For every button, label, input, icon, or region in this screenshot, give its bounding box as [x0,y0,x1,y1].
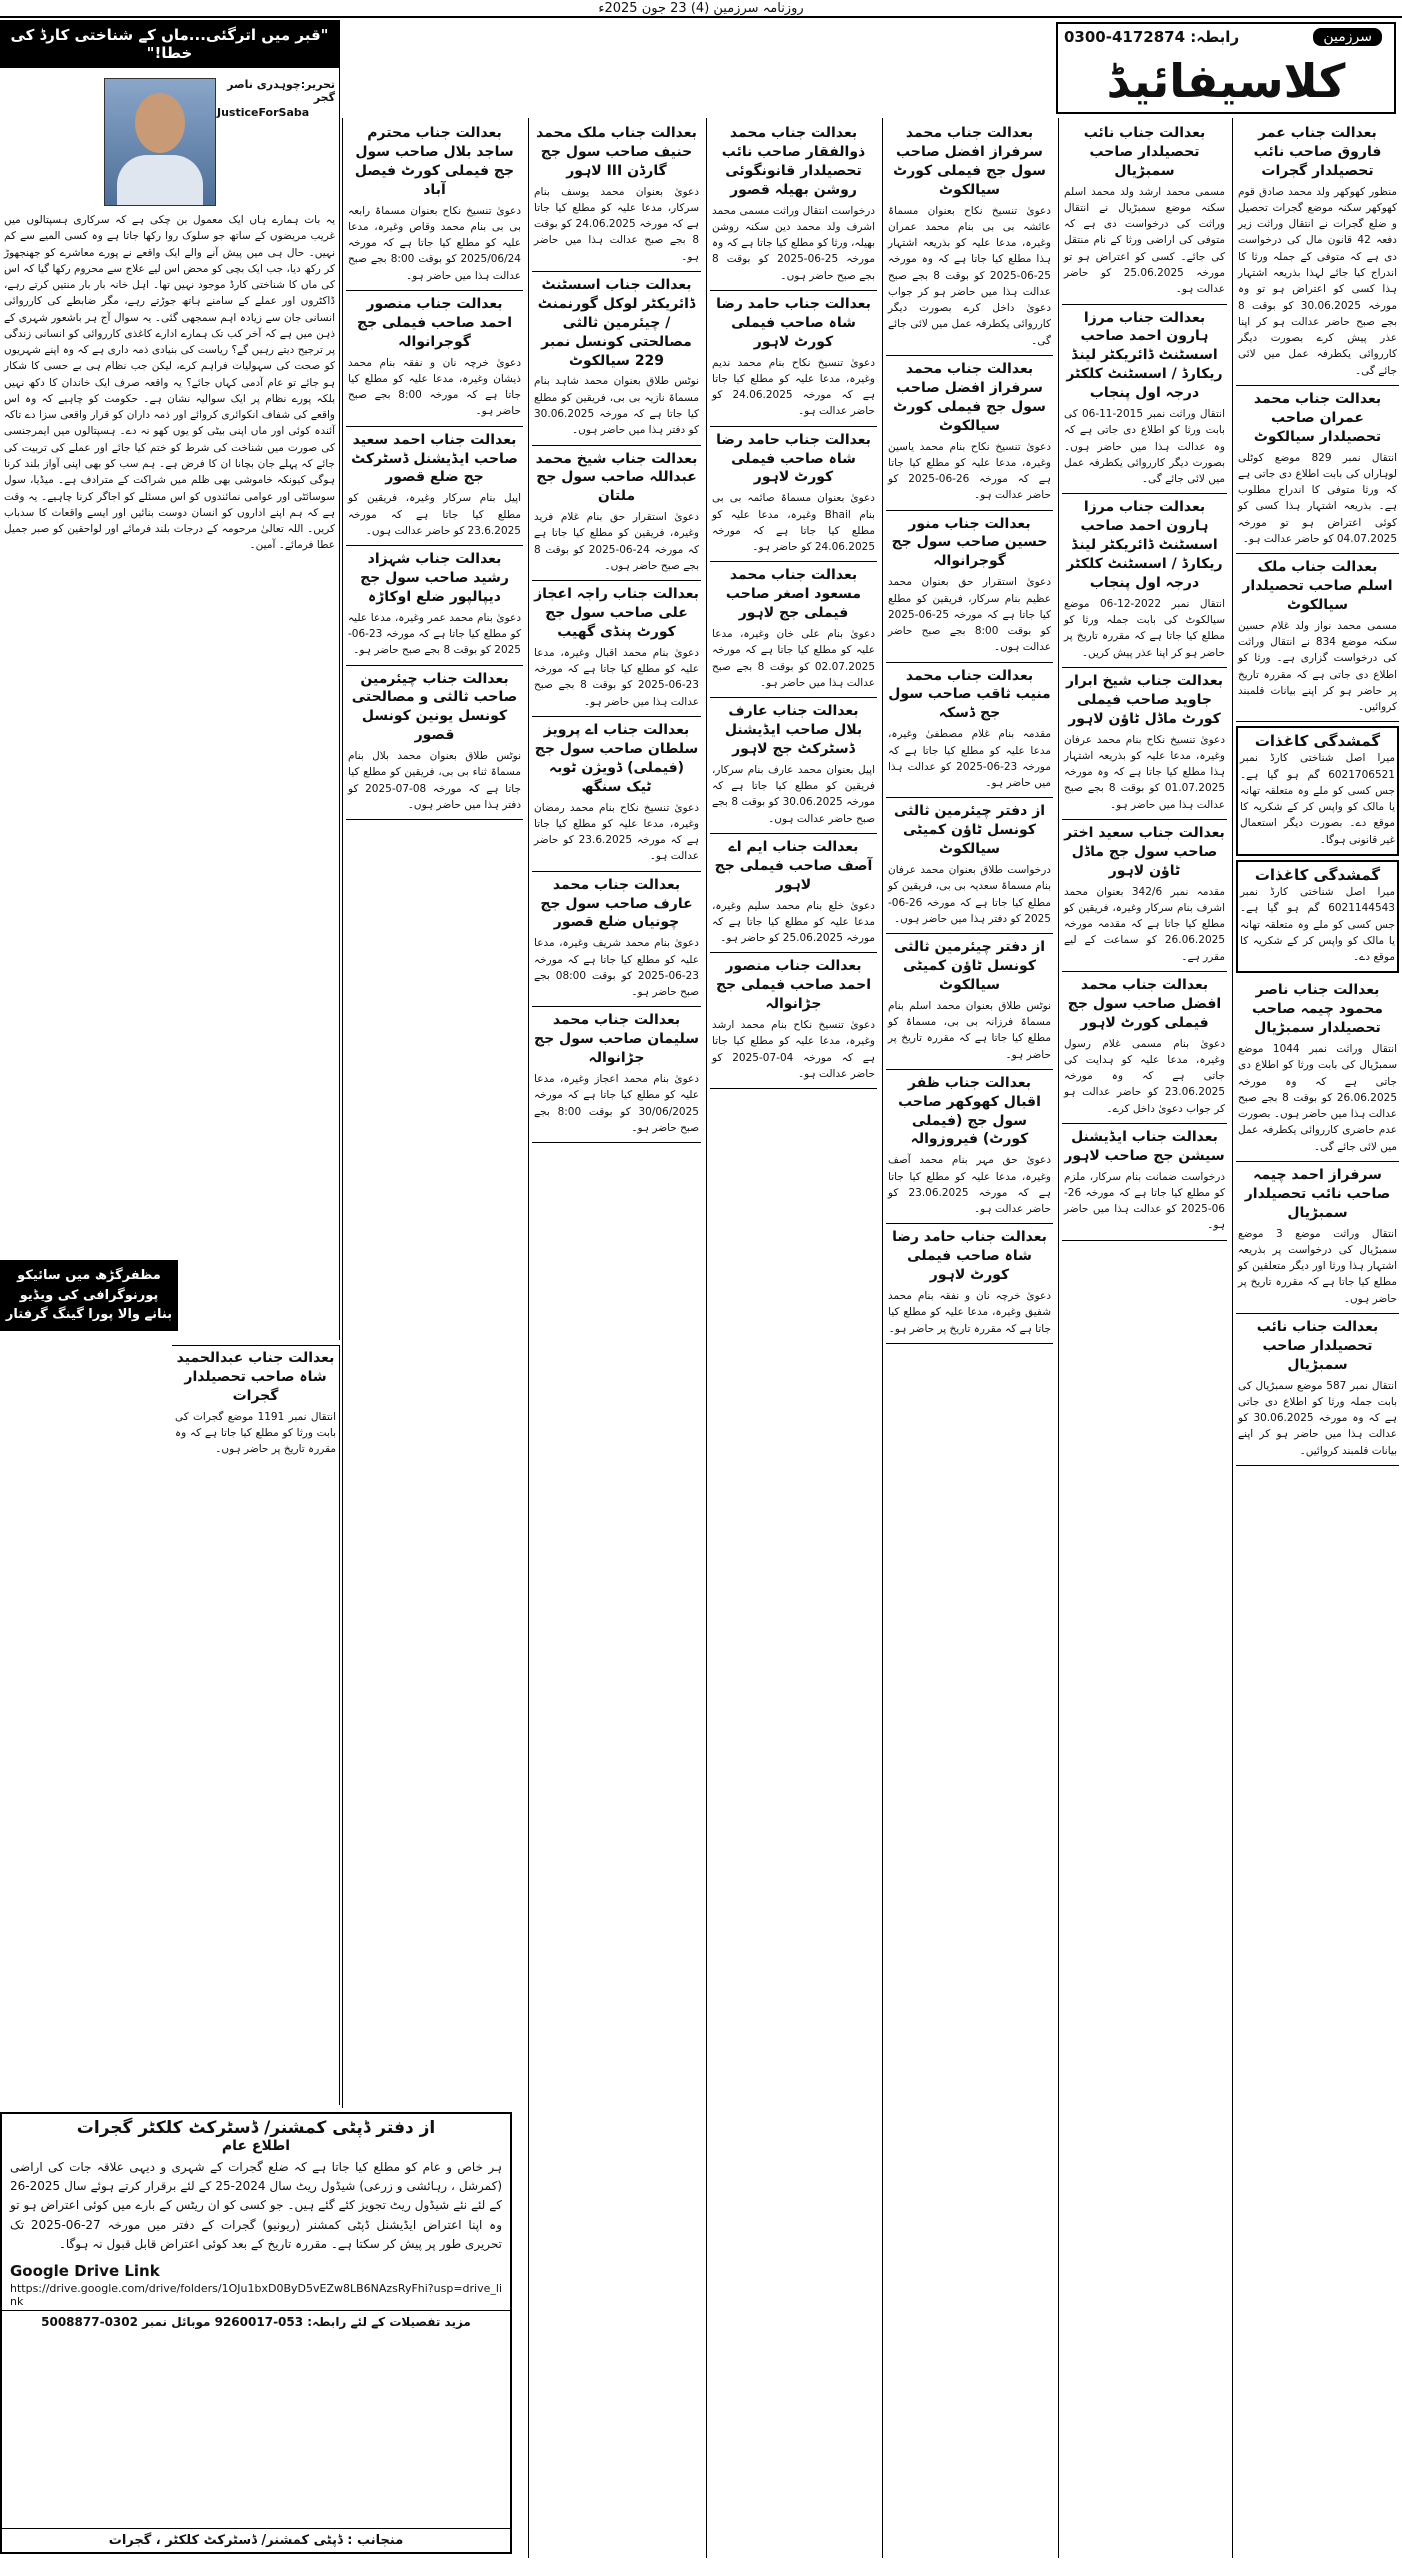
lower-left-ad: بعدالت جناب عبدالحمید شاہ صاحب تحصیلدار گجرات انتقال نمبر 1191 موضع گجرات کی بابت ورثا کو مطلع کیا جاتا ہے کہ وہ مقررہ تاریخ پر حاضر ہوں۔ [172,1345,340,2105]
col4-ad-1: بعدالت جناب محمد ذوالفقار صاحب نائب تحصیلدار قانونگوئی روشن بھیلہ قصور درخواست انتقال وراثت مسمی محمد اشرف ولد محمد دین سکنہ روشن بھیلہ، ورثا کو مطلع کیا جاتا ہے کہ وہ مورخہ 25-06-2025 کو بوقت 8 بجے صبح حاضر ہوں۔ [710,120,877,291]
classified-masthead [1056,22,1396,114]
classified-column-4 [706,118,880,2558]
col2-ad-1: بعدالت جناب نائب تحصیلدار صاحب سمبڑیال مسمی محمد ارشد ولد محمد اسلم سکنہ موضع سمبڑیال نے انتقال وراثت کی درخواست دی ہے کہ متوفی کی اراضی ورثا کے نام منتقل کی جائے۔ کسی کو اعتراض ہو تو مورخہ 25.06.2025 کو حاضر عدالت ہو۔ [1062,120,1227,305]
classified-column-1 [1232,118,1402,2558]
col2-ad-2: بعدالت جناب مرزا ہارون احمد صاحب اسسٹنٹ ڈائریکٹر لینڈ ریکارڈ / اسسٹنٹ کلکٹر درجہ اول پنجاب انتقال وراثت نمبر 2015-11-06 کی بابت ورثا کو اطلاع دی جاتی ہے کہ وہ عدالت ہذا میں حاضر ہوں۔ بصورت دیگر کارروائی یکطرفہ عمل میں لائی جائے گی۔ [1062,305,1227,495]
col4-ad-4: بعدالت جناب محمد مسعود اصغر صاحب فیملی جج لاہور دعویٰ بنام علی خان وغیرہ، مدعا علیہ کو مطلع کیا جاتا ہے کہ مورخہ 02.07.2025 کو بوقت 8 بجے صبح عدالت ہذا میں حاضر ہو۔ [710,562,877,698]
opinion-column [0,20,340,1340]
classified-column-6 [342,118,526,2108]
col1-ad-8: بعدالت جناب نائب تحصیلدار صاحب سمبڑیال انتقال نمبر 587 موضع سمبڑیال کی بابت جملہ ورثا کو اطلاع دی جاتی ہے کہ وہ مورخہ 30.06.2025 کو عدالت ہذا میں حاضر ہو کر اپنے بیانات قلمبند کروائیں۔ [1236,1314,1399,1466]
lost-document-ad-1: گمشدگی کاغذات میرا اصل شناختی کارڈ نمبر 6021706521 گم ہو گیا ہے۔ جس کسی کو ملے وہ متعلقہ تھانہ یا مالک کو واپس کر کے شکریہ کا موقع دے۔ بصورت دیگر استعمال غیر قانونی ہوگا۔ [1236,726,1399,856]
col3-ad-7: بعدالت جناب ظفر اقبال کھوکھر صاحب سول جج (فیملی کورٹ) فیروزوالہ دعویٰ حق مہر بنام محمد آصف وغیرہ، مدعا علیہ کو مطلع کیا جاتا ہے کہ مورخہ 23.06.2025 کو حاضر عدالت ہو۔ [886,1070,1053,1225]
col5-ad-3: بعدالت جناب شیخ محمد عبداللہ صاحب سول جج ملتان دعویٰ استقرار حق بنام غلام فرید وغیرہ، فریقین کو مطلع کیا جاتا ہے کہ مورخہ 24-06-2025 کو بوقت 8 بجے صبح حاضر ہوں۔ [532,446,701,582]
masthead-badge: سرزمین [1313,28,1382,46]
col1-ad-7: سرفراز احمد چیمہ صاحب نائب تحصیلدار سمبڑیال انتقال وراثت موضع 3 موضع سمبڑیال کی درخواست پر بذریعہ اشتہار ہذا ورثا اور دیگر متعلقین کو مطلع کیا جاتا ہے کہ مقررہ تاریخ پر حاضر ہوں۔ [1236,1162,1399,1314]
classified-column-3 [882,118,1056,2558]
col2-ad-7: بعدالت جناب ایڈیشنل سیشن جج صاحب لاہور درخواست ضمانت بنام سرکار، ملزم کو مطلع کیا جاتا ہے کہ مورخہ 26-06-2025 کو عدالت ہذا میں حاضر ہو۔ [1062,1124,1227,1241]
col6-ad-1: بعدالت جناب محترم ساجد بلال صاحب سول جج فیملی کورٹ فیصل آباد دعویٰ تنسیخ نکاح بعنوان مسماۃ رابعہ بی بی بنام محمد وقاص وغیرہ، مدعا علیہ کو مطلع کیا جاتا ہے کہ مورخہ 2025/06/24 کو بوقت 8:00 بجے صبح عدالت ہذا میں حاضر ہو۔ [346,120,523,291]
col4-ad-3: بعدالت جناب حامد رضا شاہ صاحب فیملی کورٹ لاہور دعویٰ بعنوان مسماۃ صائمہ بی بی بنام Bhail وغیرہ، مدعا علیہ کو مطلع کیا جاتا ہے کہ مورخہ 24.06.2025 کو حاضر ہو۔ [710,427,877,563]
col4-ad-6: بعدالت جناب ایم اے آصف صاحب فیملی جج لاہور دعویٰ خلع بنام محمد سلیم وغیرہ، مدعا علیہ کو مطلع کیا جاتا ہے کہ مورخہ 25.06.2025 کو حاضر ہو۔ [710,834,877,953]
col4-ad-7: بعدالت جناب منصور احمد صاحب فیملی جج جڑانوالہ دعویٰ تنسیخ نکاح بنام محمد ارشد وغیرہ، مدعا علیہ کو مطلع کیا جاتا ہے کہ مورخہ 04-07-2025 کو حاضر عدالت ہو۔ [710,953,877,1089]
col5-ad-2: بعدالت جناب اسسٹنٹ ڈائریکٹر لوکل گورنمنٹ / چیئرمین ثالثی مصالحتی کونسل نمبر 229 سیالکوٹ نوٹس طلاق بعنوان محمد شاہد بنام مسماۃ نازیہ بی بی، فریقین کو مطلع کیا جاتا ہے کہ مورخہ 30.06.2025 کو دفتر ہذا میں حاضر ہوں۔ [532,272,701,446]
col1-ad-3: بعدالت جناب ملک اسلم صاحب تحصیلدار سیالکوٹ مسمی محمد نواز ولد غلام حسین سکنہ موضع 834 نے انتقال وراثت کی درخواست گزاری ہے۔ ورثا کو اطلاع دی جاتی ہے کہ مقررہ تاریخ پر حاضر ہو کر اپنے بیانات قلمبند کروائیں۔ [1236,554,1399,722]
col5-ad-7: بعدالت جناب محمد سلیمان صاحب سول جج جڑانوالہ دعویٰ بنام محمد اعجاز وغیرہ، مدعا علیہ کو مطلع کیا جاتا ہے کہ مورخہ 30/06/2025 کو بوقت 8:00 بجے صبح حاضر ہو۔ [532,1007,701,1143]
opinion-body: یہ بات ہمارے ہاں ایک معمول بن چکی ہے کہ سرکاری ہسپتالوں میں غریب مریضوں کے ساتھ جو سلوک روا رکھا جاتا ہے وہ کسی المیے سے کم نہیں۔ حال ہی میں پیش آنے والے ایک واقعے نے پورے معاشرے کو جھنجھوڑ کر رکھ دیا، جب ایک بچی کو محض اس لیے علاج سے محروم رکھا گیا کہ اس کی ماں کا شناختی کارڈ موجود نہیں تھا۔ اہل خانہ بار بار منتیں کرتے رہے، ڈاکٹروں اور عملے کے سامنے ہاتھ جوڑتے رہے، مگر ضابطے کی کارروائی انسانی جان سے زیادہ اہم سمجھی گئی۔ یہ سوال آج ہر باشعور شہری کے ذہن میں ہے کہ آخر کب تک ہمارے ادارے کاغذی کارروائی کو انسانی زندگی پر ترجیح دیتے رہیں گے؟ ریاست کی بنیادی ذمہ داری ہے کہ وہ اپنے شہریوں کو صحت کی سہولیات فراہم کرے، لیکن جب نظام ہی بے حسی کا شکار ہو جائے تو عام آدمی کہاں جائے؟ یہ واقعہ صرف ایک خاندان کا دکھ نہیں بلکہ پورے نظام پر ایک سوالیہ نشان ہے۔ حکومت کو چاہیے کہ وہ اس واقعے کی شفاف انکوائری کروائے اور ذمہ داران کو قرار واقعی سزا دے تاکہ آئندہ کوئی اور ماں اپنی بیٹی کو یوں کھو نہ دے۔ ہسپتالوں میں ایمرجنسی کی صورت میں شناخت کی شرط کو ختم کیا جائے اور عملے کی تربیت کی جائے کہ پہلے جان بچانا ان کا فرض ہے۔ ہم سب کو بھی اپنی آواز بلند کرنا ہوگی کیونکہ خاموشی بھی ظلم میں شراکت کے مترادف ہے۔ میڈیا، سول سوسائٹی اور عوامی نمائندوں کو اس مسئلے کو اجاگر کرنا چاہیے۔ یہ وقت ہے کہ ہم اپنے اداروں کو انسان دوست بنائیں اور ایسے واقعات کا سدباب کریں۔ اللہ تعالیٰ مرحومہ کے درجات بلند فرمائے اور لواحقین کو صبر جمیل عطا فرمائے۔ آمین۔ [4,214,335,552]
col1-ad-6: بعدالت جناب ناصر محمود چیمہ صاحب تحصیلدار سمبڑیال انتقال وراثت نمبر 1044 موضع سمبڑیال کی بابت ورثا کو اطلاع دی جاتی ہے کہ وہ مورخہ 26.06.2025 کو بوقت 8 بجے صبح عدالت ہذا میں حاضر ہوں۔ بصورت عدم حاضری کارروائی یکطرفہ عمل میں لائی جائے گی۔ [1236,977,1399,1162]
lost-document-ad-2: گمشدگی کاغذات میرا اصل شناختی کارڈ نمبر 6021144543 گم ہو گیا ہے۔ جس کسی کو ملے وہ متعلقہ تھانہ یا مالک کو واپس کر کے شکریہ کا موقع دے۔ [1236,860,1399,973]
notice-contact: مزید تفصیلات کے لئے رابطہ: 053-9260017 موبائل نمبر 0302-5008877 [2,2310,510,2333]
col6-ad-4: بعدالت جناب شہزاد رشید صاحب سول جج دیپالپور ضلع اوکاڑہ دعویٰ بنام محمد عمر وغیرہ، مدعا علیہ کو مطلع کیا جاتا ہے کہ مورخہ 23-06-2025 کو بوقت 8 بجے صبح حاضر ہو۔ [346,546,523,665]
notice-subtitle: اطلاع عام [221,2138,291,2154]
col2-ad-6: بعدالت جناب محمد افضل صاحب سول جج فیملی کورٹ لاہور دعویٰ بنام مسمی غلام رسول وغیرہ، مدعا علیہ کو ہدایت کی جاتی ہے کہ وہ مورخہ 23.06.2025 کو حاضر عدالت ہو کر جواب دعویٰ داخل کرے۔ [1062,972,1227,1124]
government-notice [0,2112,512,2554]
col4-ad-2: بعدالت جناب حامد رضا شاہ صاحب فیملی کورٹ لاہور دعویٰ تنسیخ نکاح بنام محمد ندیم وغیرہ، مدعا علیہ کو مطلع کیا جاتا ہے کہ مورخہ 24.06.2025 کو حاضر عدالت ہو۔ [710,291,877,427]
col3-ad-1: بعدالت جناب محمد سرفراز افضل صاحب سول جج فیملی کورٹ سیالکوٹ دعویٰ تنسیخ نکاح بعنوان مسماۃ عائشہ بی بی بنام محمد عمران وغیرہ، مدعا علیہ کو بذریعہ اشتہار ہذا مطلع کیا جاتا ہے کہ وہ مورخہ 25-06-2025 کو بوقت 8 بجے صبح عدالت ہذا میں حاضر ہو کر جواب دعویٰ داخل کرے بصورت دیگر کارروائی یکطرفہ عمل میں لائی جائے گی۔ [886,120,1053,356]
classified-column-5 [528,118,704,2558]
classified-column-2 [1058,118,1230,2558]
notice-footer: منجانب : ڈپٹی کمشنر/ ڈسٹرکٹ کلکٹر ، گجرات [2,2528,510,2552]
col5-ad-5: بعدالت جناب اے پرویز سلطان صاحب سول جج (فیملی) ڈویژن ٹوبہ ٹیک سنگھ دعویٰ تنسیخ نکاح بنام محمد رمضان وغیرہ، مدعا علیہ کو مطلع کیا جاتا ہے کہ مورخہ 23.6.2025 کو حاضر عدالت ہو۔ [532,717,701,872]
drive-link-url[interactable]: https://drive.google.com/drive/folders/1OJu1bxD0ByD5vEZw8LB6NAzsRyFhi?usp=drive_link [10,2281,502,2308]
col4-ad-5: بعدالت جناب عارف بلال صاحب ایڈیشنل ڈسٹرکٹ جج لاہور اپیل بعنوان محمد عارف بنام سرکار، فریقین کو مطلع کیا جاتا ہے کہ مورخہ 30.06.2025 کو بوقت 8 بجے صبح حاضر عدالت ہوں۔ [710,698,877,834]
opinion-headline: "قبر میں اترگئی...ماں کے شناختی کارڈ کی خطا!" [0,20,339,68]
masthead-title: کلاسیفائیڈ [1106,54,1346,108]
col3-ad-6: از دفتر چیئرمین ثالثی کونسل ٹاؤن کمیٹی سیالکوٹ نوٹس طلاق بعنوان محمد اسلم بنام مسماۃ فرزانہ بی بی، مسماۃ کو مطلع کیا جاتا ہے کہ مقررہ تاریخ پر حاضر ہو۔ [886,934,1053,1070]
col1-ad-1: بعدالت جناب عمر فاروق صاحب نائب تحصیلدار گجرات منظور کھوکھر ولد محمد صادق قوم کھوکھر سکنہ موضع گجرات تحصیل و ضلع گجرات نے انتقال وراثت زیر دفعہ 42 قانون مال کی درخواست دی ہے کہ متوفی کے جملہ ورثا کا اندراج کیا جائے لہذا بذریعہ اشتہار ہذا کسی کو اعتراض ہو تو وہ مورخہ 30.06.2025 کو بوقت 8 بجے صبح حاضر عدالت ہو کر اپنا عذر پیش کرے بصورت دیگر کارروائی یکطرفہ عمل میں لائی جائے گی۔ [1236,120,1399,386]
drive-link-label: Google Drive Link [10,2261,160,2280]
col6-ad-3: بعدالت جناب احمد سعید صاحب ایڈیشنل ڈسٹرکٹ جج ضلع قصور اپیل بنام سرکار وغیرہ، فریقین کو مطلع کیا جاتا ہے کہ مورخہ 23.6.2025 کو حاضر عدالت ہوں۔ [346,427,523,546]
col5-ad-6: بعدالت جناب محمد عارف صاحب سول جج چونیاں ضلع قصور دعویٰ بنام محمد شریف وغیرہ، مدعا علیہ کو مطلع کیا جاتا ہے کہ مورخہ 23-06-2025 کو بوقت 08:00 بجے صبح حاضر ہو۔ [532,872,701,1008]
col3-ad-5: از دفتر چیئرمین ثالثی کونسل ٹاؤن کمیٹی سیالکوٹ درخواست طلاق بعنوان محمد عرفان بنام مسماۃ سعدیہ بی بی، فریقین کو مطلع کیا جاتا ہے کہ مورخہ 26-06-2025 کو دفتر ہذا میں حاضر ہوں۔ [886,798,1053,934]
masthead-phone: 0300-4172874 :رابطہ [1064,28,1240,46]
col3-ad-3: بعدالت جناب منور حسین صاحب سول جج گوجرانوالہ دعویٰ استقرار حق بعنوان محمد عظیم بنام سرکار، فریقین کو مطلع کیا جاتا ہے کہ مورخہ 25-06-2025 کو بوقت 8:00 بجے صبح حاضر عدالت ہوں۔ [886,511,1053,663]
col3-ad-8: بعدالت جناب حامد رضا شاہ صاحب فیملی کورٹ لاہور دعویٰ خرچہ نان و نفقہ بنام محمد شفیق وغیرہ، مدعا علیہ کو مطلع کیا جاتا ہے کہ مقررہ تاریخ پر حاضر ہو۔ [886,1224,1053,1343]
col2-ad-4: بعدالت جناب شیخ ابرار جاوید صاحب فیملی کورٹ ماڈل ٹاؤن لاہور دعویٰ تنسیخ نکاح بنام محمد عرفان وغیرہ، مدعا علیہ کو بذریعہ اشتہار ہذا مطلع کیا جاتا ہے کہ وہ مورخہ 01.07.2025 کو بوقت 8 بجے صبح عدالت ہذا میں حاضر ہو۔ [1062,668,1227,820]
opinion-byline: تحریر:چوہدری ناصر گجر [227,78,335,104]
author-face-icon [135,93,185,153]
col3-ad-4: بعدالت جناب محمد منیب ثاقب صاحب سول جج ڈسکہ مقدمہ بنام غلام مصطفیٰ وغیرہ، مدعا علیہ کو مطلع کیا جاتا ہے کہ مورخہ 23-06-2025 کو عدالت ہذا میں حاضر ہو۔ [886,663,1053,799]
col5-ad-4: بعدالت جناب راجہ اعجاز علی صاحب سول جج کورٹ پنڈی گھیب دعویٰ بنام محمد اقبال وغیرہ، مدعا علیہ کو مطلع کیا جاتا ہے کہ مورخہ 23-06-2025 کو بوقت 8 بجے صبح عدالت ہذا میں حاضر ہو۔ [532,581,701,717]
news-box: مظفرگڑھ میں سائیکو پورنوگرافی کی ویڈیو بنانے والا پورا گینگ گرفتار [0,1260,178,1331]
author-photo [104,78,216,206]
col3-ad-2: بعدالت جناب محمد سرفراز افضل صاحب سول جج فیملی کورٹ سیالکوٹ دعویٰ تنسیخ نکاح بنام محمد یاسین وغیرہ، مدعا علیہ کو مطلع کیا جاتا ہے کہ مورخہ 26-06-2025 کو حاضر عدالت ہو۔ [886,356,1053,511]
notice-body: ہر خاص و عام کو مطلع کیا جاتا ہے کہ ضلع گجرات کے شہری و دیہی علاقہ جات کی اراضی (کمرشل ، رہائشی و زرعی) شیڈول ریٹ سال 2024-25 کے لئے برقرار کرتے ہوئے سال 2025-26 کے لئے نئے شیڈول ریٹ تجویز کئے گئے ہیں۔ جو کسی کو ان ریٹس کے بارے میں کوئی اعتراض ہو تو وہ اپنا اعتراض ایڈیشنل ڈپٹی کمشنر (ریونیو) گجرات کے دفتر میں مورخہ 27-06-2025 تک تحریری طور پر پیش کر سکتا ہے۔ مقررہ تاریخ کے بعد کوئی اعتراض قابل قبول نہ ہوگا۔ [10,2160,503,2251]
col2-ad-5: بعدالت جناب سعید اختر صاحب سول جج ماڈل ٹاؤن لاہور مقدمہ نمبر 342/6 بعنوان محمد اشرف بنام سرکار وغیرہ، فریقین کو مطلع کیا جاتا ہے کہ مقدمہ مورخہ 26.06.2025 کو سماعت کے لیے مقرر ہے۔ [1062,820,1227,972]
notice-title: از دفتر ڈپٹی کمشنر/ ڈسٹرکٹ کلکٹر گجرات [76,2118,436,2138]
author-shirt-icon [117,155,203,205]
opinion-hashtag: JusticeForSaba [217,106,310,119]
col6-ad-2: بعدالت جناب منصور احمد صاحب فیملی جج گوجرانوالہ دعویٰ خرچہ نان و نفقہ بنام محمد ذیشان وغیرہ، مدعا علیہ کو مطلع کیا جاتا ہے کہ مورخہ 8:00 بجے صبح حاضر ہو۔ [346,291,523,427]
page-date-line: روزنامہ سرزمین (4) 23 جون 2025ء [0,0,1402,18]
col2-ad-3: بعدالت جناب مرزا ہارون احمد صاحب اسسٹنٹ ڈائریکٹر لینڈ ریکارڈ / اسسٹنٹ کلکٹر درجہ اول پنجاب انتقال نمبر 2022-12-06 موضع سیالکوٹ کی بابت جملہ ورثا کو مطلع کیا جاتا ہے کہ مقررہ تاریخ پر حاضر ہو کر اپنا عذر پیش کریں۔ [1062,494,1227,668]
col1-ad-2: بعدالت جناب محمد عمران صاحب تحصیلدار سیالکوٹ انتقال نمبر 829 موضع کوٹلی لوہاراں کی بابت اطلاع دی جاتی ہے کہ ورثا متوفی کا اندراج مطلوب ہے۔ بذریعہ اشتہار ہذا کسی کو کوئی اعتراض ہو تو مورخہ 04.07.2025 کو حاضر عدالت ہو۔ [1236,386,1399,554]
col5-ad-1: بعدالت جناب ملک محمد حنیف صاحب سول جج گارڈن III لاہور دعویٰ بعنوان محمد یوسف بنام سرکار، مدعا علیہ کو مطلع کیا جاتا ہے کہ مورخہ 24.06.2025 کو بوقت 8 بجے صبح عدالت ہذا میں حاضر ہو۔ [532,120,701,272]
col6-ad-5: بعدالت جناب چیئرمین صاحب ثالثی و مصالحتی کونسل یونین کونسل قصور نوٹس طلاق بعنوان محمد بلال بنام مسماۃ ثناء بی بی، فریقین کو مطلع کیا جاتا ہے کہ مورخہ 08-07-2025 کو دفتر ہذا میں حاضر ہوں۔ [346,666,523,821]
